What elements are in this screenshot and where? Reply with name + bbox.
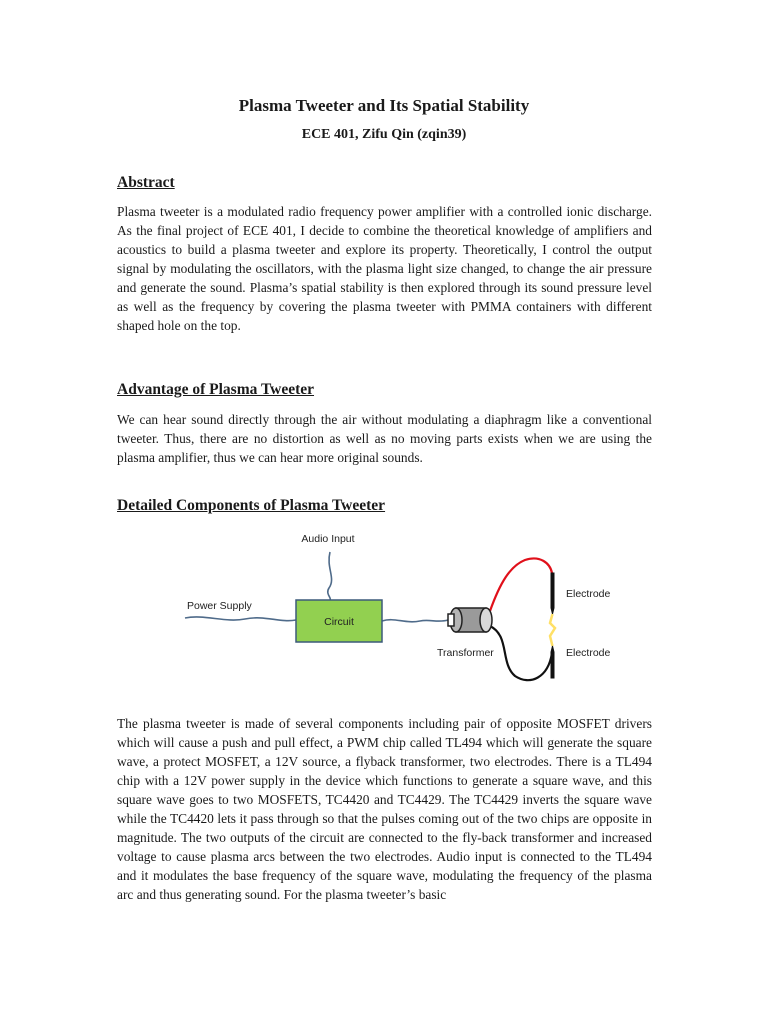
abstract-heading: Abstract <box>117 174 175 191</box>
red-wire <box>490 558 552 611</box>
electrode-top <box>551 573 554 614</box>
black-wire <box>490 626 552 680</box>
power-supply-label: Power Supply <box>187 600 252 612</box>
transformer-shape <box>448 608 492 632</box>
audio-input-wire <box>328 552 332 600</box>
advantage-heading: Advantage of Plasma Tweeter <box>117 381 315 398</box>
circuit-label: Circuit <box>324 616 354 628</box>
author-line: ECE 401, Zifu Qin (zqin39) <box>301 127 467 142</box>
electrode-bottom-label: Electrode <box>566 647 611 659</box>
power-supply-wire <box>185 617 296 621</box>
audio-input-label: Audio Input <box>301 533 355 545</box>
electrode-bottom <box>551 646 554 678</box>
electrode-top-label: Electrode <box>566 588 611 600</box>
components-heading: Detailed Components of Plasma Tweeter <box>117 497 386 514</box>
circuit-to-transformer-wire <box>382 620 448 622</box>
plasma-spark <box>550 614 555 646</box>
abstract-paragraph: Plasma tweeter is a modulated radio frequency power amplifier with a controlled ionic discharge. As the final project of ECE 401, I decide to combine the theoretical knowledge of amplifiers and acoustics to build a plasma tweeter and explore its property. Theoretically, I control the output signal by modulating the oscillators, with the plasma light size changed, to change the air pressure and generate the sound. Plasma’s spatial stability is then explored through its sound pressure level as well as the frequency by covering the plasma tweeter with PMMA containers with different shaped hole on the top. <box>117 204 652 333</box>
plasma-tweeter-diagram <box>180 528 640 713</box>
components-paragraph: The plasma tweeter is made of several components including pair of opposite MOSFET drivers which will cause a push and pull effect, a PWM chip called TL494 which will generate the square wave, a protect MOSFET, a 12V source, a flyback transformer, two electrodes. There is a TL494 chip with a 12V power supply in the device which functions to generate a square wave, and this square wave goes to two MOSFETS, TC4420 and TC4429. The TC4429 inverts the square wave while the TC4420 lets it pass through so that the pulses coming out of the two chips are opposite in magnitude. The two outputs of the circuit are connected to the fly-back transformer and increased voltage to cause plasma arcs between the two electrodes. Audio input is connected to the TL494 and it modulates the base frequency of the square wave, modulating the frequency of the plasma arc and thus generating sound. For the plasma tweeter’s basic <box>117 716 652 902</box>
paper-title: Plasma Tweeter and Its Spatial Stability <box>238 96 530 115</box>
transformer-label: Transformer <box>437 647 494 659</box>
advantage-paragraph: We can hear sound directly through the air without modulating a diaphragm like a conventional tweeter. Thus, there are no distortion as well as no moving parts exists when we are using the plasma amplifier, thus we can hear more original sounds. <box>117 412 652 465</box>
